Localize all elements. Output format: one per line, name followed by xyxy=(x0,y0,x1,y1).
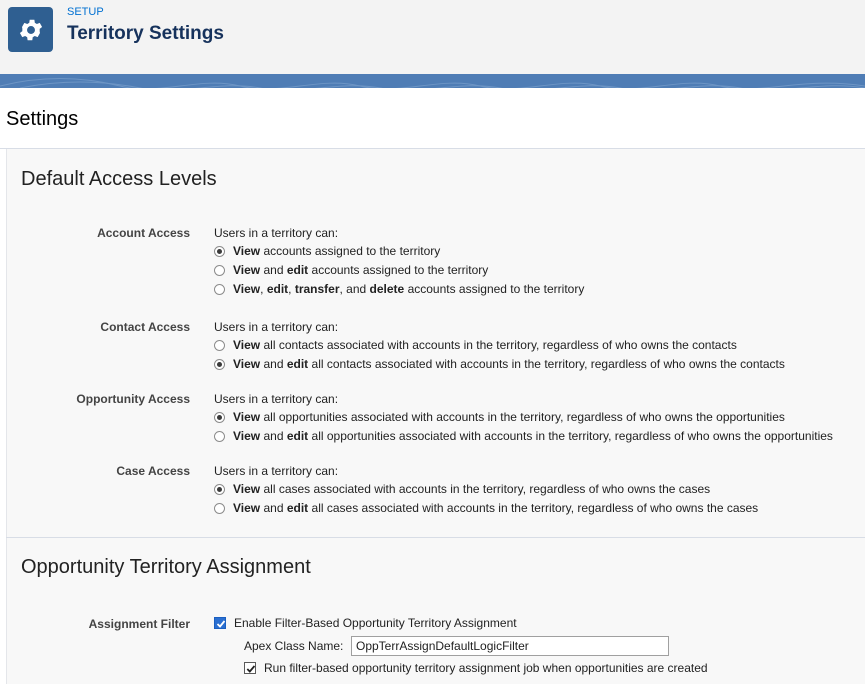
run-on-create-checkbox[interactable] xyxy=(244,662,256,674)
opportunity-assignment-title: Opportunity Territory Assignment xyxy=(21,556,311,578)
access-radio[interactable] xyxy=(214,246,225,257)
default-access-title: Default Access Levels xyxy=(21,168,217,190)
option-text: all cases associated with accounts in the territory, regardless of who owns the cases xyxy=(308,501,759,515)
access-group-intro: Users in a territory can: xyxy=(214,464,339,478)
access-group-intro: Users in a territory can: xyxy=(214,320,339,334)
option-keyword: View xyxy=(233,501,261,515)
access-radio[interactable] xyxy=(214,265,225,276)
header-eyebrow: SETUP xyxy=(67,6,104,18)
assignment-filter-label: Assignment Filter xyxy=(88,617,190,631)
option-keyword: View xyxy=(233,410,261,424)
option-text: accounts assigned to the territory xyxy=(260,244,441,258)
access-option[interactable] xyxy=(214,500,758,516)
decorative-banner xyxy=(0,74,865,88)
enable-filter-label: Enable Filter-Based Opportunity Territory Assignment xyxy=(234,616,517,630)
access-option[interactable] xyxy=(214,281,584,297)
access-option-label xyxy=(233,282,584,296)
access-option[interactable] xyxy=(214,337,737,353)
option-keyword: View xyxy=(233,482,261,496)
access-radio[interactable] xyxy=(214,503,225,514)
access-radio[interactable] xyxy=(214,412,225,423)
option-keyword: View xyxy=(233,338,261,352)
access-group-label: Contact Access xyxy=(100,320,190,334)
option-text: and xyxy=(260,501,287,515)
option-text: all contacts associated with accounts in the territory, regardless of who owns the contacts xyxy=(260,338,737,352)
option-text: and xyxy=(260,429,287,443)
page-header-title: Territory Settings xyxy=(67,23,224,44)
access-option[interactable] xyxy=(214,243,440,259)
access-group-intro: Users in a territory can: xyxy=(214,392,339,406)
option-text: accounts assigned to the territory xyxy=(404,282,585,296)
access-group-label: Account Access xyxy=(97,226,190,240)
settings-title: Settings xyxy=(6,108,79,130)
access-option[interactable] xyxy=(214,262,488,278)
option-keyword: View xyxy=(233,244,261,258)
apex-class-label: Apex Class Name: xyxy=(244,639,344,653)
access-option-label xyxy=(233,263,488,277)
option-text: accounts assigned to the territory xyxy=(308,263,489,277)
run-on-create-label: Run filter-based opportunity territory assignment job when opportunities are created xyxy=(264,661,708,675)
option-keyword: View xyxy=(233,282,261,296)
option-keyword: delete xyxy=(369,282,405,296)
access-radio[interactable] xyxy=(214,359,225,370)
option-text: all contacts associated with accounts in the territory, regardless of who owns the contacts xyxy=(308,357,785,371)
enable-filter-option[interactable] xyxy=(214,615,517,631)
access-option[interactable] xyxy=(214,428,833,444)
option-keyword: View xyxy=(233,263,261,277)
access-option-label xyxy=(233,410,785,424)
access-radio[interactable] xyxy=(214,284,225,295)
access-group-label: Case Access xyxy=(116,464,190,478)
access-group-intro: Users in a territory can: xyxy=(214,226,339,240)
access-radio[interactable] xyxy=(214,431,225,442)
gear-icon xyxy=(8,7,53,52)
option-keyword: edit xyxy=(286,429,309,443)
access-option-label xyxy=(233,429,833,443)
access-option[interactable] xyxy=(214,481,710,497)
access-radio[interactable] xyxy=(214,340,225,351)
apex-class-input[interactable] xyxy=(351,636,669,656)
option-text: , xyxy=(288,282,295,296)
access-option-label xyxy=(233,338,737,352)
option-keyword: edit xyxy=(286,501,309,515)
option-keyword: transfer xyxy=(294,282,340,296)
option-keyword: View xyxy=(233,357,261,371)
access-option-label xyxy=(233,357,785,371)
access-radio[interactable] xyxy=(214,484,225,495)
divider xyxy=(6,537,865,538)
access-option-label xyxy=(233,244,440,258)
option-text: all cases associated with accounts in the territory, regardless of who owns the cases xyxy=(260,482,711,496)
option-keyword: edit xyxy=(286,263,309,277)
option-text: all opportunities associated with accounts in the territory, regardless of who owns the opportunities xyxy=(260,410,785,424)
option-text: , xyxy=(260,282,267,296)
run-on-create-option[interactable] xyxy=(244,660,708,676)
option-keyword: edit xyxy=(286,357,309,371)
enable-filter-checkbox[interactable] xyxy=(214,617,226,629)
option-keyword: View xyxy=(233,429,261,443)
option-text: and xyxy=(260,263,287,277)
access-option[interactable] xyxy=(214,409,785,425)
option-text: , and xyxy=(339,282,370,296)
access-option-label xyxy=(233,501,758,515)
option-text: all opportunities associated with accounts in the territory, regardless of who owns the opportunities xyxy=(308,429,833,443)
setup-header xyxy=(0,0,865,74)
access-option[interactable] xyxy=(214,356,785,372)
access-option-label xyxy=(233,482,710,496)
access-group-label: Opportunity Access xyxy=(76,392,190,406)
option-keyword: edit xyxy=(266,282,289,296)
option-text: and xyxy=(260,357,287,371)
